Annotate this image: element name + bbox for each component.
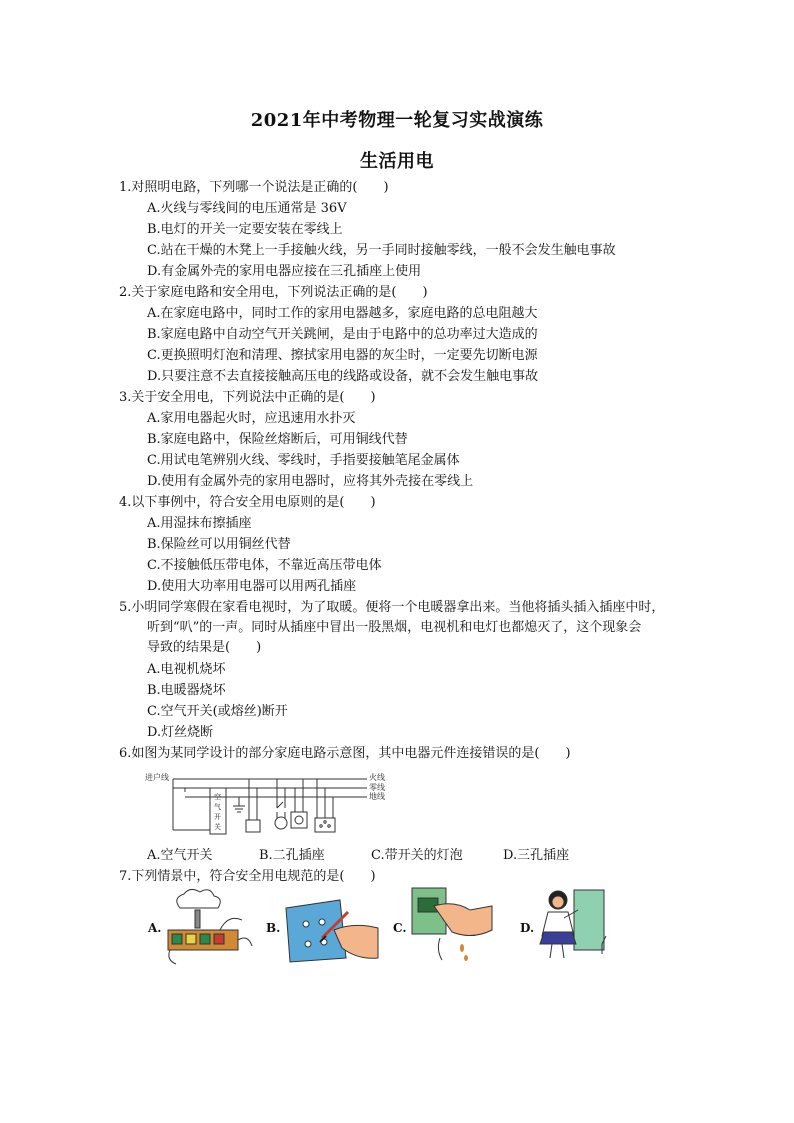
question-4-stem: 4.以下事例中，符合安全用电原则的是( ) (119, 495, 376, 510)
neutral-wire-label: 零线 (369, 783, 385, 792)
breaker-label-char-3: 开 (214, 813, 221, 821)
question-3-option-c: C.用试电笔辨别火线、零线时，手指要接触笔尾金属体 (147, 453, 460, 468)
question-2-option-c: C.更换照明灯泡和清理、擦拭家用电器的灰尘时，一定要先切断电源 (147, 348, 538, 363)
page-title: 2021年中考物理一轮复习实战演练 (250, 110, 544, 131)
breaker-label-char-2: 气 (214, 803, 221, 811)
question-3-option-d: D.使用有金属外壳的家用电器时，应将其外壳接在零线上 (147, 474, 474, 489)
question-2-option-a: A.在家庭电路中，同时工作的家用电器越多，家庭电路的总电阻越大 (147, 306, 538, 321)
overloaded-power-strip-picture (160, 888, 255, 966)
breaker-label-char-4: 关 (214, 823, 221, 831)
question-5-option-b: B.电暖器烧坏 (147, 683, 226, 698)
incoming-line-label: 进户线 (145, 773, 169, 782)
question-2-option-b: B.家庭电路中自动空气开关跳闸，是由于电路中的总功率过大造成的 (147, 327, 538, 342)
question-1-option-b: B.电灯的开关一定要安装在零线上 (147, 222, 343, 237)
question-1-option-d: D.有金属外壳的家用电器应接在三孔插座上使用 (147, 264, 422, 279)
question-2-option-d: D.只要注意不去直接接触高压电的线路或设备，就不会发生触电事故 (147, 369, 539, 384)
question-3-stem: 3.关于安全用电，下列说法中正确的是( ) (119, 390, 376, 405)
question-7-option-c: C. (393, 921, 407, 935)
question-5-option-c: C.空气开关(或熔丝)断开 (147, 704, 288, 719)
question-1-option-c: C.站在干燥的木凳上一手接触火线，另一手同时接触零线，一般不会发生触电事故 (147, 243, 616, 258)
question-7-option-b: B. (266, 921, 281, 935)
question-7-option-a: A. (148, 921, 162, 935)
breaker-label-char-1: 空 (214, 793, 221, 801)
live-wire-label: 火线 (369, 773, 385, 782)
question-7-stem: 7.下列情景中，符合安全用电规范的是( ) (119, 869, 376, 884)
question-3-option-b: B.家庭电路中，保险丝熔断后，可用铜线代替 (147, 432, 408, 447)
girl-at-switch-picture (534, 884, 618, 964)
question-5-option-d: D.灯丝烧断 (147, 725, 214, 740)
question-4-option-b: B.保险丝可以用铜丝代替 (147, 537, 291, 552)
question-4-option-d: D.使用大功率用电器可以用两孔插座 (147, 579, 357, 594)
ground-wire-label: 地线 (369, 792, 385, 801)
question-5-stem: 5.小明同学寒假在家看电视时，为了取暖。便将一个电暖器拿出来。当他将插头插入插座中时， (119, 600, 665, 615)
question-6-option-d: D.三孔插座 (503, 848, 570, 863)
question-5-stem-line-3: 导致的结果是( ) (147, 640, 262, 655)
page-subtitle: 生活用电 (360, 151, 434, 172)
question-6-option-a: A.空气开关 (147, 848, 213, 863)
question-6-stem: 6.如图为某同学设计的部分家庭电路示意图，其中电器元件连接错误的是( ) (119, 746, 571, 761)
question-6-option-c: C.带开关的灯泡 (371, 848, 463, 863)
question-6-option-b: B.二孔插座 (259, 848, 325, 863)
question-1-option-a: A.火线与零线间的电压通常是 36V (147, 201, 347, 216)
question-7-option-d: D. (520, 921, 535, 935)
question-1-stem: 1.对照明电路，下列哪一个说法是正确的( ) (119, 180, 389, 195)
question-3-option-a: A.家用电器起火时，应迅速用水扑灭 (147, 411, 356, 426)
wire-into-socket-picture (282, 890, 379, 966)
household-circuit-diagram (145, 768, 395, 840)
question-4-option-a: A.用湿抹布擦插座 (147, 516, 252, 531)
question-5-option-a: A.电视机烧坏 (147, 662, 226, 677)
question-2-stem: 2.关于家庭电路和安全用电，下列说法正确的是( ) (119, 285, 428, 300)
question-4-option-c: C.不接触低压带电体，不靠近高压带电体 (147, 558, 382, 573)
question-5-stem-line-2: 听到“叭”的一声。同时从插座中冒出一股黑烟，电视机和电灯也都熄灭了，这个现象会 (147, 620, 642, 635)
wet-hand-plug-picture (406, 884, 494, 964)
